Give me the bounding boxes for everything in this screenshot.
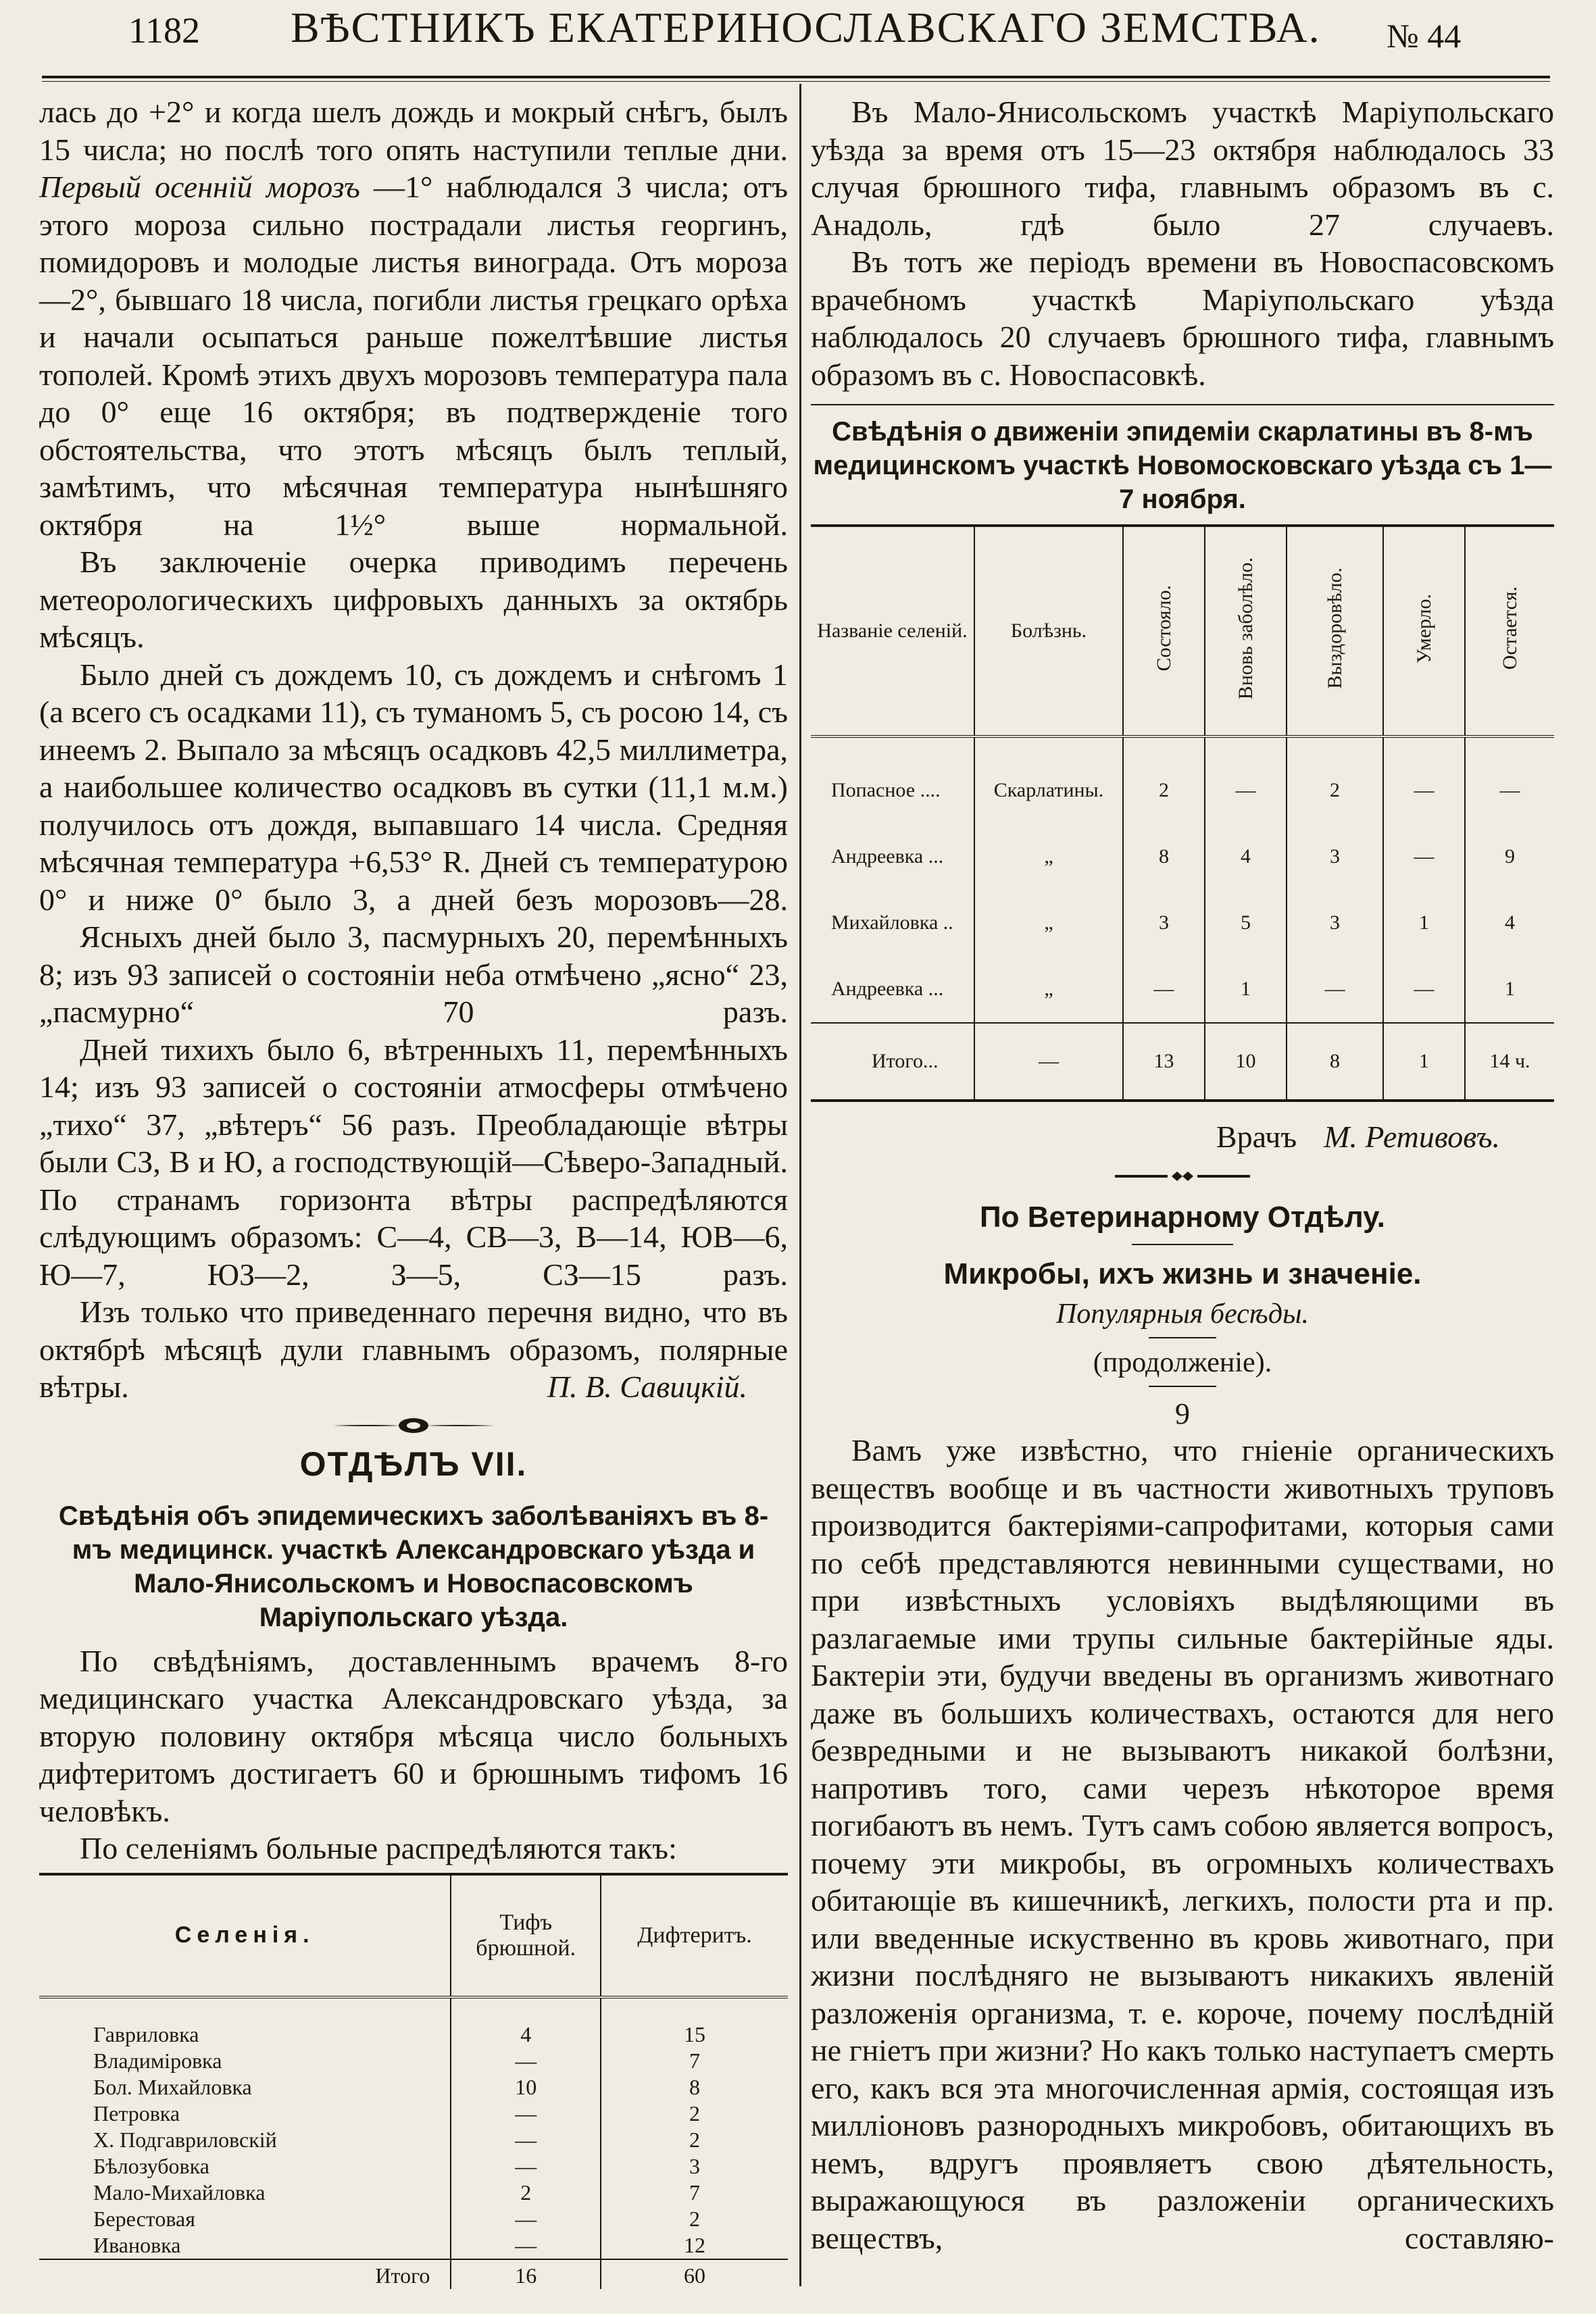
- issue-number: № 44: [1387, 17, 1462, 55]
- text-run: Изъ только что приведеннаго перечня видно, что въ октябрѣ мѣсяцѣ дули главнымъ образомъ, полярные вѣтры.: [39, 1294, 788, 1404]
- vertical-label: Выздоровѣло.: [1323, 568, 1346, 689]
- cell-value: 3: [1123, 890, 1205, 956]
- paragraph-novospasovka: Въ тотъ же періодъ времени въ Новоспасовскомъ врачебномъ участкѣ Маріупольскаго уѣзда наблюдалось 20 случаевъ брюшного тифа, главнымъ образомъ въ с. Новоспасовкѣ.: [811, 245, 1554, 392]
- table-row: [811, 956, 1554, 1023]
- table-row: [811, 890, 1554, 956]
- paragraph-sky: Ясныхъ дней было 3, пасмурныхъ 20, перемѣнныхъ 8; изъ 93 записей о состояніи неба отмѣчено „ясно“ 23, „пасмурно“ 70 разъ.: [39, 920, 788, 1029]
- cell-value: 9: [1465, 824, 1554, 890]
- paragraph-malo-yanisol: Въ Мало-Янисольскомъ участкѣ Маріупольскаго уѣзда за время отъ 15—23 октября наблюдалось 33 случая брюшного тифа, главнымъ образомъ въ с. Анадоль, гдѣ было 27 случаевъ.: [811, 95, 1554, 242]
- short-rule: [1149, 1337, 1216, 1338]
- total-typhus: 16: [451, 2259, 601, 2289]
- section-rule: [811, 404, 1554, 405]
- doctor-signature: [811, 1117, 1500, 1157]
- total-label: Итого...: [811, 1023, 974, 1101]
- village-name: Х. Подгавриловскій: [93, 2127, 277, 2152]
- village-name: Бол. Михайловка: [93, 2074, 252, 2099]
- ornament-divider: [1115, 1169, 1250, 1183]
- short-rule: [1149, 1386, 1216, 1387]
- table-row: [39, 2206, 788, 2232]
- vertical-label: Умерло.: [1412, 593, 1435, 663]
- table-row: [39, 2232, 788, 2259]
- cell-typhus: 10: [451, 2074, 601, 2101]
- column-header: [1287, 526, 1383, 736]
- cell-diphtheria: 12: [601, 2232, 788, 2259]
- paragraph-summary: [39, 1293, 788, 1406]
- journal-title: ВѢСТНИКЪ ЕКАТЕРИНОСЛАВСКАГО ЗЕМСТВА.: [291, 3, 1321, 51]
- cell-disease: „: [974, 890, 1123, 956]
- cell-value: —: [1287, 956, 1383, 1023]
- total-value: 1: [1383, 1023, 1465, 1101]
- cell-typhus: —: [451, 2153, 601, 2180]
- table-row: [39, 2127, 788, 2153]
- article-subtitle: Популярныя бесѣды.: [1055, 1299, 1310, 1330]
- article-title: Микробы, ихъ жизнь и значеніе.: [943, 1257, 1422, 1290]
- header-rule-thin: [42, 81, 1550, 82]
- chapter-number: 9: [1175, 1397, 1190, 1430]
- article-continuation: (продолженіе).: [1093, 1347, 1272, 1378]
- section-title-epidemics: Свѣдѣнія объ эпидемическихъ заболѣваніяхъ въ 8-мъ медицинск. участкѣ Александровскаго уѣзда и Мало-Янисольскомъ и Новоспасовскомъ Маріупольскаго уѣзда.: [58, 1501, 769, 1632]
- cell-value: 4: [1205, 824, 1287, 890]
- paragraph-conclusion-intro: Въ заключеніе очерка приводимъ перечень метеорологическихъ цифровыхъ данныхъ за октябрь мѣсяцъ.: [39, 545, 788, 654]
- table-row: [39, 2101, 788, 2127]
- cell-value: 3: [1287, 824, 1383, 890]
- cell-value: —: [1123, 956, 1205, 1023]
- column-header: [1465, 526, 1554, 736]
- cell-diphtheria: 3: [601, 2153, 788, 2180]
- text-run: лась до +2° и когда шелъ дождь и мокрый снѣгъ, былъ 15 числа; но послѣ того опять наступили теплые дни.: [39, 95, 788, 167]
- cell-typhus: 4: [451, 1997, 601, 2048]
- column-header: Тифъ брюшной.: [451, 1874, 601, 1997]
- cell-value: 5: [1205, 890, 1287, 956]
- cell-value: —: [1383, 736, 1465, 824]
- total-label: Итого: [39, 2259, 451, 2289]
- total-value: 10: [1205, 1023, 1287, 1101]
- cell-disease: „: [974, 824, 1123, 890]
- village-name: Михайловка ..: [831, 911, 953, 934]
- cell-value: 2: [1123, 736, 1205, 824]
- total-diphtheria: 60: [601, 2259, 788, 2289]
- cell-value: —: [1465, 736, 1554, 824]
- villages-table: [39, 1873, 788, 2289]
- column-divider: [799, 84, 801, 2286]
- cell-value: 4: [1465, 890, 1554, 956]
- paragraph-winds: Дней тихихъ было 6, вѣтренныхъ 11, перемѣнныхъ 14; изъ 93 записей о состояніи атмосферы отмѣчено „тихо“ 37, „вѣтеръ“ 56 разъ. Преобладающіе вѣтры были СЗ, В и Ю, а господствующій—Сѣверо-Западный. По странамъ горизонта вѣтры распредѣляются слѣдующимъ образомъ: С—4, СВ—3, В—14, ЮВ—6, Ю—7, ЮЗ—2, З—5, СЗ—15 разъ.: [39, 1032, 788, 1292]
- paragraph-precipitation: Было дней съ дождемъ 10, съ дождемъ и снѣгомъ 1 (а всего съ осадками 11), съ туманомъ 5, съ росою 14, съ инеемъ 2. Выпало за мѣсяцъ осадковъ 42,5 миллиметра, а наибольшее количество осадковъ въ сутки (11,1 м.м.) получилось отъ дождя, выпавшаго 14 числа. Средняя мѣсячная температура +6,53° R. Дней съ температурою 0° и ниже 0° было 3, а дней безъ морозовъ—28.: [39, 657, 788, 917]
- cell-value: —: [1205, 736, 1287, 824]
- table-row: [39, 2180, 788, 2206]
- column-header: [1383, 526, 1465, 736]
- cell-value: 1: [1465, 956, 1554, 1023]
- cell-diphtheria: 15: [601, 1997, 788, 2048]
- village-name: Ивановка: [93, 2232, 181, 2257]
- author-signature: П. В. Савицкій.: [547, 1369, 747, 1404]
- table-row: [39, 1997, 788, 2048]
- column-header: Болѣзнь.: [974, 526, 1123, 736]
- paragraph-distribution: По селеніямъ больные распредѣляются такъ:: [80, 1831, 677, 1865]
- column-header: Названіе селеній.: [811, 526, 974, 736]
- page-number: 1182: [128, 10, 200, 51]
- total-value: 14 ч.: [1465, 1023, 1554, 1101]
- cell-value: —: [1383, 956, 1465, 1023]
- village-name: Петровка: [93, 2101, 180, 2126]
- paragraph-microbes: Вамъ уже извѣстно, что гніеніе органическихъ веществъ вообще и въ частности животныхъ труповъ производится бактеріями-сапрофитами, которыя сами по себѣ представляются невинными существами, но при извѣстныхъ условіяхъ выдѣляющими въ разлагаемые ими трупы сильные бактерійные яды. Бактеріи эти, будучи введены въ организмъ животнаго даже въ большихъ количествахъ, остаются для него безвредными и не вызываютъ никакой болѣзни, напротивъ того, сами черезъ нѣкоторое время погибаютъ въ немъ. Тутъ самъ собою является вопросъ, почему эти микробы, въ огромныхъ количествахъ обитающіе въ кишечникѣ, легкихъ, полости рта и пр. или введенные искуственно въ кровь животнаго, при жизни послѣдняго не вызываютъ никакихъ явленій разложенія организма, т. е. короче, почему послѣдній не гніетъ при жизни? Но какъ только наступаетъ смерть его, какъ вся эта многочисленная армія, состоящая изъ милліоновъ разнородныхъ микробовъ, обитающихъ въ немъ, вдругъ проявляетъ свою дѣятельность, выражающуюся въ разложеніи органическихъ веществъ, составляю-: [811, 1433, 1554, 2255]
- cell-typhus: —: [451, 2048, 601, 2074]
- text-run: —1° наблюдался 3 числа; отъ этого мороза сильно пострадали листья георгинъ, помидоровъ и молодые листья винограда. Отъ мороза —2°, бывшаго 18 числа, погибли листья грецкаго орѣха и начали осыпаться раньше пожелтѣвшие листья тополей. Кромѣ этихъ двухъ морозовъ температура пала до 0° еще 16 октября; въ подтвержденіе того обстоятельства, что этотъ мѣсяцъ былъ теплый, замѣтимъ, что мѣсячная температура нынѣшняго октября на 1½° выше нормальной.: [39, 170, 788, 542]
- village-name: Владиміровка: [93, 2048, 222, 2073]
- section-heading: ОТДѢЛЪ VII.: [299, 1444, 528, 1483]
- village-name: Мало-Михайловка: [93, 2180, 266, 2205]
- table-row: [39, 2153, 788, 2180]
- village-name: Андреевка ...: [831, 845, 944, 867]
- cell-diphtheria: 7: [601, 2180, 788, 2206]
- paragraph-weather-frost: [39, 93, 788, 543]
- cell-typhus: —: [451, 2206, 601, 2232]
- cell-diphtheria: 7: [601, 2048, 788, 2074]
- cell-diphtheria: 2: [601, 2206, 788, 2232]
- column-header: [1205, 526, 1287, 736]
- section-title-scarlatina: Свѣдѣнія о движеніи эпидеміи скарлатины въ 8-мъ медицинскомъ участкѣ Новомосковскаго уѣзда съ 1—7 ноября.: [813, 417, 1552, 514]
- vertical-label: Вновь заболѣло.: [1234, 557, 1257, 700]
- village-name: Гавриловка: [93, 2021, 199, 2046]
- cell-value: 8: [1123, 824, 1205, 890]
- table-row: [39, 2048, 788, 2074]
- total-value: 8: [1287, 1023, 1383, 1101]
- village-name: Попасное ....: [831, 779, 941, 801]
- paragraph-report: По свѣдѣніямъ, доставленнымъ врачемъ 8-го медицинскаго участка Александровскаго уѣзда, за вторую половину октября мѣсяца число больныхъ дифтеритомъ достигаетъ 60 и брюшнымъ тифомъ 16 человѣкъ.: [39, 1643, 788, 1828]
- right-column: [811, 93, 1554, 2257]
- cell-typhus: 2: [451, 2180, 601, 2206]
- column-header: Селенія.: [39, 1874, 451, 1997]
- total-value: —: [974, 1023, 1123, 1101]
- vertical-label: Остается.: [1498, 586, 1521, 670]
- total-value: 13: [1123, 1023, 1205, 1101]
- column-header: Дифтеритъ.: [601, 1874, 788, 1997]
- cell-typhus: —: [451, 2232, 601, 2259]
- header-rule: [42, 76, 1550, 78]
- vet-section-heading: По Ветеринарному Отдѣлу.: [979, 1201, 1386, 1234]
- cell-diphtheria: 8: [601, 2074, 788, 2101]
- cell-diphtheria: 2: [601, 2101, 788, 2127]
- cell-value: 1: [1205, 956, 1287, 1023]
- vertical-label: Состояло.: [1152, 585, 1175, 672]
- ornament-divider: [332, 1415, 495, 1436]
- village-name: Андреевка ...: [831, 978, 944, 1000]
- cell-typhus: —: [451, 2101, 601, 2127]
- left-column: [39, 93, 788, 2289]
- village-name: Бѣлозубовка: [93, 2153, 209, 2178]
- cell-value: —: [1383, 824, 1465, 890]
- short-rule: [1132, 1244, 1233, 1245]
- village-name: Берестовая: [93, 2206, 195, 2231]
- cell-diphtheria: 2: [601, 2127, 788, 2153]
- cell-typhus: —: [451, 2127, 601, 2153]
- doctor-name: М. Ретивовъ.: [1324, 1120, 1500, 1154]
- column-header: [1123, 526, 1205, 736]
- scarlatina-table: [811, 524, 1554, 1102]
- cell-value: 3: [1287, 890, 1383, 956]
- cell-value: 2: [1287, 736, 1383, 824]
- table-row: [811, 824, 1554, 890]
- doctor-label: Врачъ: [1216, 1120, 1297, 1154]
- table-total-row: [811, 1023, 1554, 1101]
- page-header: [0, 0, 1596, 65]
- italic-term: Первый осенній морозъ: [39, 170, 360, 204]
- table-total-row: [39, 2259, 788, 2289]
- table-row: [39, 2074, 788, 2101]
- cell-value: 1: [1383, 890, 1465, 956]
- table-row: [811, 736, 1554, 824]
- cell-disease: Скарлатины.: [974, 736, 1123, 824]
- cell-disease: „: [974, 956, 1123, 1023]
